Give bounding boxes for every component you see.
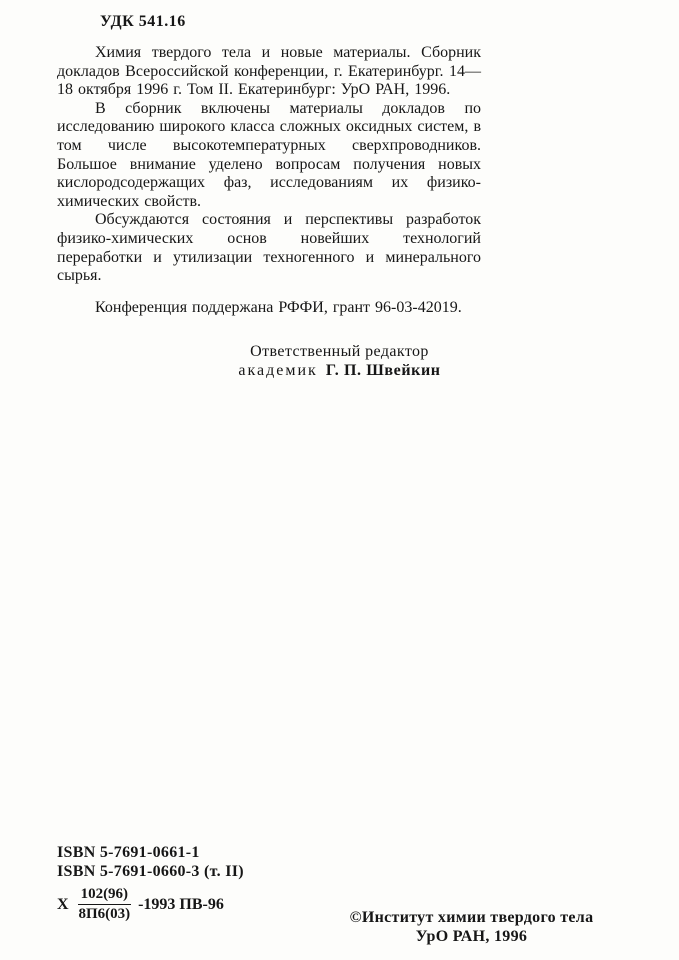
text-column bbox=[57, 44, 481, 317]
copyright-holder: ©Институт химии твердого тела bbox=[349, 909, 594, 926]
udk-number: УДК 541.16 bbox=[100, 13, 186, 30]
editor-name bbox=[0, 361, 679, 380]
editor-label: Ответственный редактор bbox=[250, 343, 429, 360]
catalog-code-fraction bbox=[78, 886, 132, 923]
catalog-code bbox=[57, 886, 224, 923]
catalog-code-suffix: -1993 ПВ-96 bbox=[138, 895, 224, 913]
copyright-year: УрО РАН, 1996 bbox=[415, 928, 528, 945]
catalog-code-numerator: 102(96) bbox=[78, 886, 132, 905]
isbn-line-1: ISBN 5-7691-0661-1 bbox=[57, 844, 200, 861]
abstract-paragraph-2: Обсуждаются состояния и перспективы разработок физико-химических основ новейших технологий переработки и утилизации техногенного и минерального сырья. bbox=[57, 211, 481, 285]
editor-block bbox=[0, 342, 679, 380]
isbn-line-2: ISBN 5-7691-0660-3 (т. II) bbox=[57, 863, 244, 880]
copyright-block bbox=[344, 908, 599, 946]
bibliographic-description: Химия твердого тела и новые материалы. Сборник докладов Всероссийской конференции, г. Екатеринбург. 14—18 октября 1996 г. Том II. Екатеринбург: УрО РАН, 1996. bbox=[57, 44, 481, 99]
grant-acknowledgement: Конференция поддержана РФФИ, грант 96-03-42019. bbox=[95, 298, 462, 316]
isbn-block bbox=[57, 843, 244, 881]
catalog-code-denominator: 8П6(03) bbox=[78, 906, 131, 922]
editor-title: академик bbox=[238, 362, 318, 379]
catalog-code-prefix: Х bbox=[57, 895, 69, 913]
abstract-paragraph-1: В сборник включены материалы докладов по исследованию широкого класса сложных оксидных систем, в том числе высокотемпературных сверхпроводников. Большое внимание уделено вопросам получения новых кислородсодержащих фаз, исследованиям их физико-химических свойств. bbox=[57, 99, 481, 210]
editor-person-name: Г. П. Швейкин bbox=[325, 362, 441, 379]
